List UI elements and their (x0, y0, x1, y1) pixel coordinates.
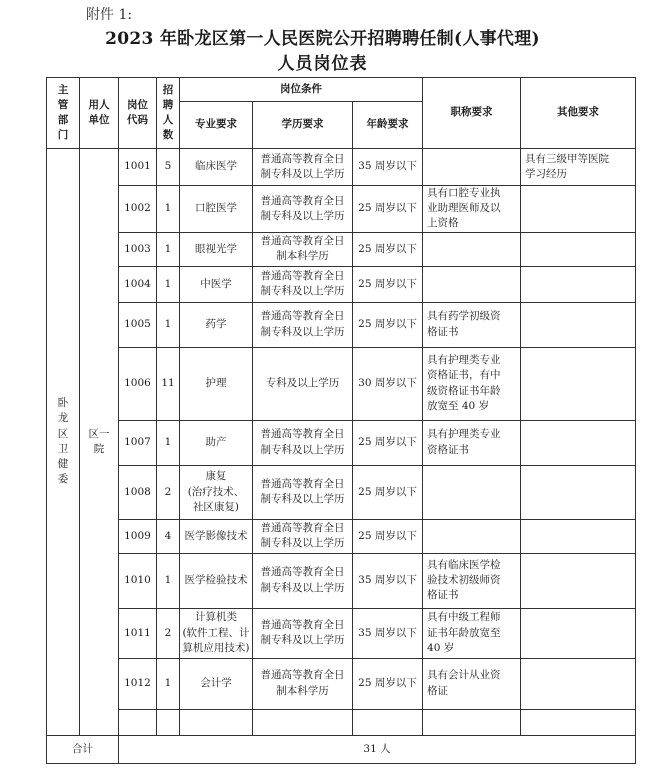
cell-line: 具有药学初级资 (427, 310, 501, 323)
document-title: 2023 年卧龙区第一人民医院公开招聘聘任制(人事代理) (105, 29, 540, 49)
header-unit (80, 78, 119, 149)
header-age: 年龄要求 (353, 102, 423, 149)
cell-line: 业助理医师及以 (427, 202, 501, 215)
cell-line: 社区康复) (192, 500, 240, 513)
major-cell: 口腔医学 (180, 186, 253, 233)
code-cell: 1001 (119, 149, 157, 186)
table-row (47, 553, 636, 608)
major-cell: 会计学 (180, 658, 253, 709)
table-row (47, 608, 636, 658)
major-cell: 护理 (180, 347, 253, 420)
cell-line: 代码 (127, 114, 148, 126)
age-cell: 25 周岁以下 (353, 266, 423, 302)
table-row (47, 232, 636, 266)
other-req-cell (521, 186, 636, 233)
cell-line: 卫 (57, 442, 69, 455)
cell-line: 院 (93, 442, 105, 455)
cell-line: 区 (57, 427, 69, 440)
cell-line: 上资格 (427, 217, 459, 230)
cell-line: 普通高等教育全日 (260, 428, 345, 441)
major-cell: 眼视光学 (180, 232, 253, 266)
attachment-label: 附件 1: (86, 7, 133, 23)
table-row (47, 465, 636, 519)
header-dept (47, 78, 80, 149)
cell-line: 放宽至 40 岁 (427, 399, 490, 412)
positions-table (46, 77, 636, 764)
header-code (119, 78, 157, 149)
education-cell (253, 347, 353, 420)
cell-line: 制专科及以上学历 (260, 209, 345, 222)
age-cell: 25 周岁以下 (353, 519, 423, 553)
other-req-cell (521, 553, 636, 608)
cell-line: 主 (57, 83, 69, 96)
education-cell (253, 608, 353, 658)
total-label: 合计 (47, 735, 119, 763)
cell-line: 具有护理类专业 (427, 428, 501, 441)
empty-cell (353, 709, 423, 735)
education-cell (253, 302, 353, 347)
cell-line: 格证 (427, 684, 449, 697)
cell-line: 普通高等教育全日 (260, 234, 345, 247)
code-cell: 1011 (119, 608, 157, 658)
count-cell: 1 (157, 302, 180, 347)
cell-line: 算机应用技术) (182, 641, 250, 654)
empty-cell (157, 709, 180, 735)
cell-line: 具有会计从业资 (427, 669, 501, 682)
table-row (47, 186, 636, 233)
other-req-cell (521, 465, 636, 519)
age-cell: 25 周岁以下 (353, 465, 423, 519)
title-req-cell (423, 347, 521, 420)
cell-line: 制专科及以上学历 (260, 285, 345, 298)
education-cell (253, 186, 353, 233)
title-req-cell (423, 420, 521, 465)
code-cell: 1009 (119, 519, 157, 553)
title-req-cell (423, 519, 521, 553)
major-cell: 医学影像技术 (180, 519, 253, 553)
education-cell (253, 519, 353, 553)
title-req-cell (423, 658, 521, 709)
cell-line: 资格证书，有中 (427, 369, 501, 382)
major-cell: 临床医学 (180, 149, 253, 186)
cell-line: 制本科学历 (276, 250, 329, 263)
count-cell: 5 (157, 149, 180, 186)
table-row (47, 420, 636, 465)
cell-line: 普通高等教育全日 (260, 152, 345, 165)
age-cell: 25 周岁以下 (353, 302, 423, 347)
cell-line: 人 (162, 114, 174, 126)
count-cell: 1 (157, 186, 180, 233)
empty-cell (253, 709, 353, 735)
education-cell (253, 420, 353, 465)
cell-line: 专科及以上学历 (265, 377, 340, 390)
count-cell: 11 (157, 347, 180, 420)
code-cell: 1008 (119, 465, 157, 519)
cell-line: 康复 (205, 470, 227, 483)
cell-line: 40 岁 (427, 641, 455, 654)
cell-line: 格证书 (427, 589, 459, 602)
other-req-cell (521, 149, 636, 186)
dept-cell (47, 149, 80, 736)
major-cell (180, 608, 253, 658)
education-cell (253, 232, 353, 266)
cell-line: 普通高等教育全日 (260, 194, 345, 207)
cell-line: 具有临床医学检 (427, 558, 501, 571)
cell-line: 制专科及以上学历 (260, 325, 345, 338)
count-cell: 2 (157, 608, 180, 658)
cell-line: 普通高等教育全日 (260, 310, 345, 323)
cell-line: 证书年龄放宽至 (427, 626, 501, 639)
header-conditions: 岗位条件 (180, 78, 423, 102)
code-cell: 1003 (119, 232, 157, 266)
code-cell: 1006 (119, 347, 157, 420)
cell-line: 单位 (88, 114, 110, 126)
other-req-cell (521, 608, 636, 658)
code-cell: 1005 (119, 302, 157, 347)
table-row (47, 519, 636, 553)
other-req-cell (521, 266, 636, 302)
count-cell: 1 (157, 232, 180, 266)
count-cell: 1 (157, 266, 180, 302)
header-title-req: 职称要求 (423, 78, 521, 149)
age-cell: 25 周岁以下 (353, 420, 423, 465)
major-cell: 助产 (180, 420, 253, 465)
code-cell: 1002 (119, 186, 157, 233)
cell-line: 制专科及以上学历 (260, 634, 345, 647)
empty-cell (180, 709, 253, 735)
education-cell (253, 553, 353, 608)
cell-line: 龙 (57, 412, 69, 425)
age-cell: 30 周岁以下 (353, 347, 423, 420)
code-cell: 1012 (119, 658, 157, 709)
education-cell (253, 149, 353, 186)
empty-cell (521, 709, 636, 735)
cell-line: 委 (57, 473, 69, 486)
cell-line: 普通高等教育全日 (260, 566, 345, 579)
cell-line: 卧 (57, 397, 69, 410)
cell-line: 普通高等教育全日 (260, 669, 345, 682)
cell-line: 管 (57, 98, 69, 111)
age-cell: 25 周岁以下 (353, 658, 423, 709)
cell-line: 区一 (88, 427, 110, 440)
cell-line: 资格证书 (427, 443, 470, 456)
code-cell: 1010 (119, 553, 157, 608)
cell-line: (软件工程、计 (182, 626, 250, 639)
cell-line: 学习经历 (525, 168, 568, 180)
document-subtitle: 人员岗位表 (277, 54, 368, 74)
cell-line: 制专科及以上学历 (260, 493, 345, 506)
cell-line: 制专科及以上学历 (260, 168, 345, 180)
cell-line: 部 (57, 114, 69, 126)
total-row (47, 735, 636, 763)
table-row (47, 149, 636, 186)
header-count (157, 78, 180, 149)
major-cell (180, 465, 253, 519)
table-row (47, 266, 636, 302)
title-req-cell (423, 266, 521, 302)
education-cell (253, 266, 353, 302)
table-row (47, 658, 636, 709)
major-cell: 中医学 (180, 266, 253, 302)
cell-line: 计算机类 (195, 611, 237, 624)
header-other: 其他要求 (521, 78, 636, 149)
cell-line: 普通高等教育全日 (260, 269, 345, 282)
other-req-cell (521, 302, 636, 347)
cell-line: 验技术初级师资 (427, 574, 501, 587)
age-cell: 35 周岁以下 (353, 149, 423, 186)
other-req-cell (521, 232, 636, 266)
count-cell: 1 (157, 420, 180, 465)
cell-line: 具有护理类专业 (427, 354, 501, 367)
education-cell (253, 658, 353, 709)
total-value: 31 人 (119, 735, 636, 763)
cell-line: 普通高等教育全日 (260, 618, 345, 631)
cell-line: 聘 (162, 98, 174, 111)
other-req-cell (521, 420, 636, 465)
code-cell: 1004 (119, 266, 157, 302)
cell-line: 制专科及以上学历 (260, 537, 345, 550)
table-row (47, 302, 636, 347)
title-req-cell (423, 553, 521, 608)
major-cell: 药学 (180, 302, 253, 347)
other-req-cell (521, 658, 636, 709)
cell-line: 格证书 (427, 325, 459, 338)
title-req-cell (423, 302, 521, 347)
cell-line: 岗位 (127, 98, 148, 111)
header-row (47, 78, 636, 102)
age-cell: 35 周岁以下 (353, 608, 423, 658)
other-req-cell (521, 347, 636, 420)
empty-cell (119, 709, 157, 735)
cell-line: 门 (57, 129, 69, 142)
title-req-cell (423, 465, 521, 519)
other-req-cell (521, 519, 636, 553)
major-cell: 医学检验技术 (180, 553, 253, 608)
count-cell: 1 (157, 658, 180, 709)
title-req-cell (423, 608, 521, 658)
header-education: 学历要求 (253, 102, 353, 149)
cell-line: 用人 (88, 98, 110, 111)
table-row (47, 347, 636, 420)
age-cell: 25 周岁以下 (353, 232, 423, 266)
count-cell: 4 (157, 519, 180, 553)
cell-line: (治疗技术、 (187, 485, 245, 498)
cell-line: 普通高等教育全日 (260, 477, 345, 490)
cell-line: 具有口腔专业执 (427, 187, 501, 199)
unit-cell (80, 149, 119, 736)
title-req-cell (423, 232, 521, 266)
code-cell: 1007 (119, 420, 157, 465)
cell-line: 招 (162, 83, 174, 96)
cell-line: 制专科及以上学历 (260, 581, 345, 594)
empty-row (47, 709, 636, 735)
education-cell (253, 465, 353, 519)
cell-line: 具有中级工程师 (427, 611, 501, 624)
cell-line: 健 (57, 458, 69, 471)
cell-line: 普通高等教育全日 (260, 521, 345, 534)
count-cell: 1 (157, 553, 180, 608)
age-cell: 35 周岁以下 (353, 553, 423, 608)
count-cell: 2 (157, 465, 180, 519)
cell-line: 级资格证书年龄 (427, 384, 501, 397)
cell-line: 具有三级甲等医院 (525, 152, 610, 165)
header-major: 专业要求 (180, 102, 253, 149)
age-cell: 25 周岁以下 (353, 186, 423, 233)
empty-cell (423, 709, 521, 735)
title-req-cell (423, 186, 521, 233)
cell-line: 数 (162, 129, 174, 142)
cell-line: 制本科学历 (276, 684, 329, 697)
cell-line: 制专科及以上学历 (260, 443, 345, 456)
title-req-cell (423, 149, 521, 186)
